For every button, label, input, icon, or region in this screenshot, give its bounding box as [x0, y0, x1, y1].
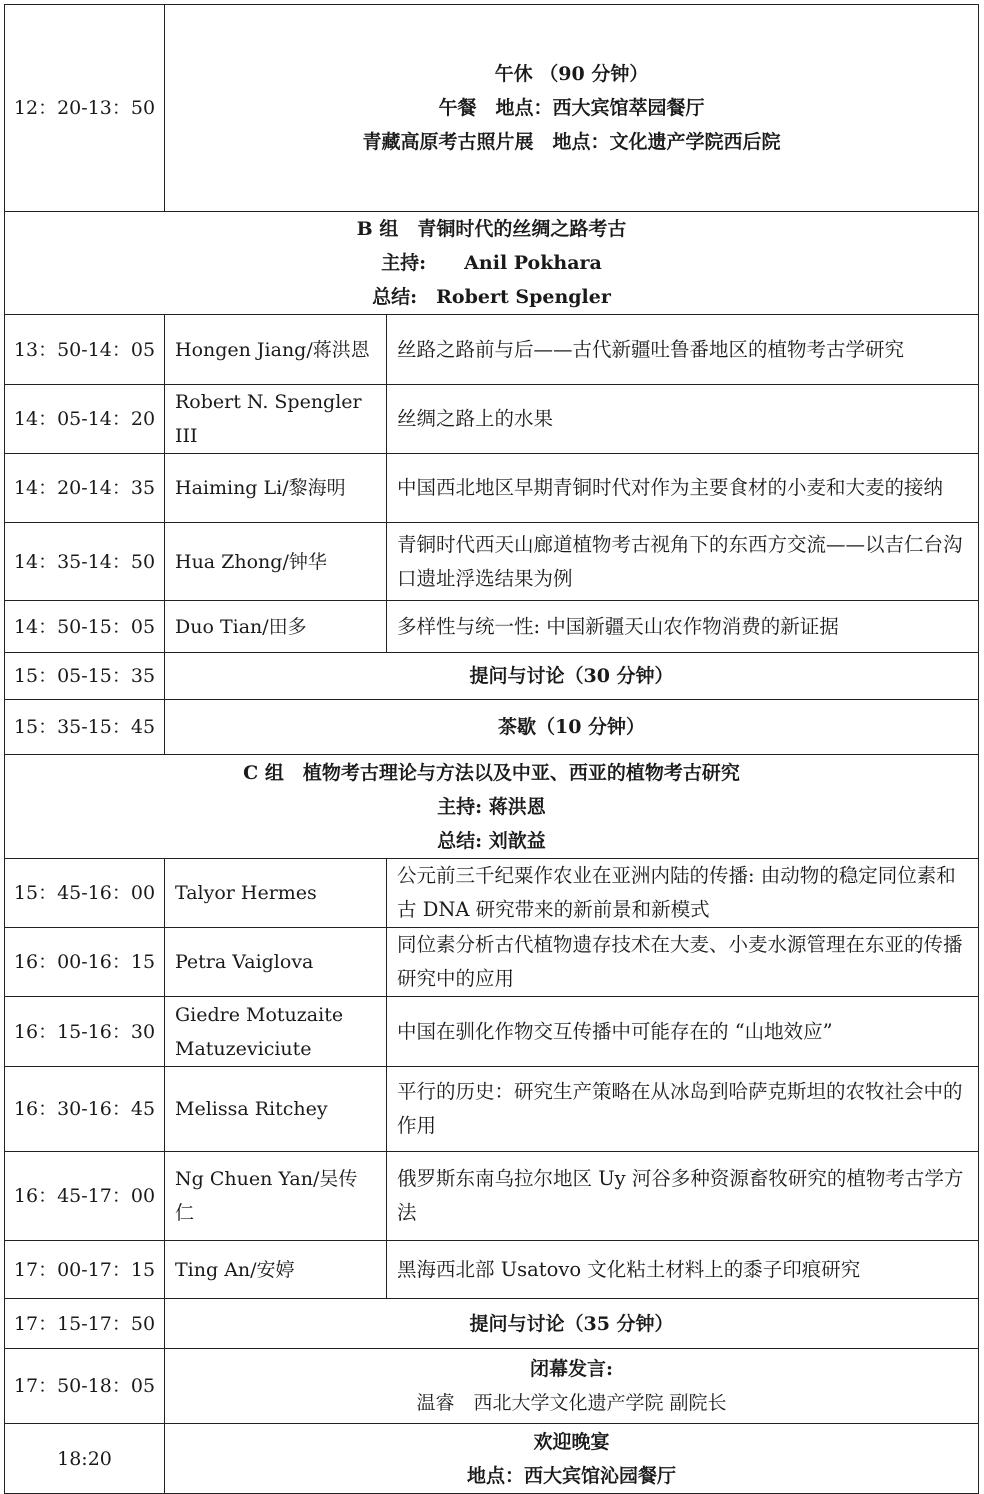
- time-cell: 16：15-16：30: [5, 997, 165, 1067]
- talk-title: 中国西北地区早期青铜时代对作为主要食材的小麦和大麦的接纳: [387, 454, 979, 523]
- speaker-cell: Giedre Motuzaite Matuzeviciute: [165, 997, 387, 1067]
- speaker-cell: Robert N. Spengler III: [165, 385, 387, 454]
- talk-row: [5, 601, 979, 653]
- lunch-row: [5, 5, 979, 212]
- time-cell: 15：35-15：45: [5, 700, 165, 755]
- time-cell: 17：00-17：15: [5, 1241, 165, 1299]
- talk-row: [5, 997, 979, 1067]
- talk-title: 同位素分析古代植物遗存技术在大麦、小麦水源管理在东亚的传播研究中的应用: [387, 928, 979, 997]
- photo-exhibition: 青藏高原考古照片展 地点：文化遗产学院西后院: [362, 131, 781, 153]
- banquet-label: 欢迎晚宴: [533, 1430, 610, 1453]
- group-b-title: B 组 青铜时代的丝绸之路考古: [356, 218, 627, 240]
- talk-title: 平行的历史：研究生产策略在从冰岛到哈萨克斯坦的农牧社会中的作用: [387, 1067, 979, 1152]
- banquet-row: [5, 1424, 979, 1494]
- time-cell: 13：50-14：05: [5, 315, 165, 385]
- group-b-summary: 总结: Robert Spengler: [372, 286, 611, 308]
- speaker-cell: Hua Zhong/钟华: [165, 523, 387, 601]
- speaker-cell: Petra Vaiglova: [165, 928, 387, 997]
- time-cell: 15：05-15：35: [5, 653, 165, 700]
- discussion-label: 提问与讨论（30 分钟）: [165, 653, 979, 700]
- talk-row: [5, 523, 979, 601]
- talk-row: [5, 315, 979, 385]
- talk-title: 多样性与统一性: 中国新疆天山农作物消费的新证据: [387, 601, 979, 653]
- group-c-header: [5, 755, 979, 859]
- speaker-cell: Melissa Ritchey: [165, 1067, 387, 1152]
- closing-label: 闭幕发言:: [529, 1358, 613, 1380]
- time-cell: 18:20: [5, 1424, 165, 1494]
- time-cell: 14：35-14：50: [5, 523, 165, 601]
- talk-title: 丝绸之路上的水果: [387, 385, 979, 454]
- group-c-header-row: [5, 755, 979, 859]
- time-cell: 14：50-15：05: [5, 601, 165, 653]
- talk-title: 黑海西北部 Usatovo 文化粘土材料上的黍子印痕研究: [387, 1241, 979, 1299]
- closing-row: [5, 1349, 979, 1424]
- talk-row: [5, 859, 979, 928]
- talk-row: [5, 385, 979, 454]
- speaker-cell: Haiming Li/黎海明: [165, 454, 387, 523]
- talk-row: [5, 1241, 979, 1299]
- closing-info: [165, 1349, 979, 1424]
- time-cell: 15：45-16：00: [5, 859, 165, 928]
- lunch-info: [165, 5, 979, 212]
- group-c-host: 主持: 蒋洪恩: [437, 795, 546, 818]
- talk-title: 公元前三千纪粟作农业在亚洲内陆的传播: 由动物的稳定同位素和古 DNA 研究带来的新前景和新模式: [387, 859, 979, 928]
- time-cell: 16：00-16：15: [5, 928, 165, 997]
- speaker-cell: Duo Tian/田多: [165, 601, 387, 653]
- schedule-table: [4, 4, 979, 1494]
- time-cell: 14：20-14：35: [5, 454, 165, 523]
- group-b-header: [5, 212, 979, 315]
- discussion-row: [5, 653, 979, 700]
- time-cell: 14：05-14：20: [5, 385, 165, 454]
- talk-title: 青铜时代西天山廊道植物考古视角下的东西方交流——以吉仁台沟口遗址浮选结果为例: [387, 523, 979, 601]
- talk-row: [5, 928, 979, 997]
- speaker-cell: Ng Chuen Yan/吴传仁: [165, 1152, 387, 1241]
- time-cell: 16：45-17：00: [5, 1152, 165, 1241]
- talk-title: 俄罗斯东南乌拉尔地区 Uy 河谷多种资源畜牧研究的植物考古学方法: [387, 1152, 979, 1241]
- speaker-cell: Ting An/安婷: [165, 1241, 387, 1299]
- time-cell: 17：15-17：50: [5, 1299, 165, 1349]
- group-b-header-row: [5, 212, 979, 315]
- group-c-summary: 总结: 刘歆益: [437, 829, 546, 852]
- tea-break-row: [5, 700, 979, 755]
- group-c-title: C 组 植物考古理论与方法以及中亚、西亚的植物考古研究: [243, 761, 740, 784]
- group-b-host: 主持: Anil Pokhara: [381, 252, 602, 274]
- talk-row: [5, 1067, 979, 1152]
- lunch-break-label: 午休 （90 分钟）: [494, 63, 649, 85]
- tea-break-label: 茶歇（10 分钟）: [165, 700, 979, 755]
- time-cell: 17：50-18：05: [5, 1349, 165, 1424]
- banquet-info: [165, 1424, 979, 1494]
- closing-speaker: 温睿 西北大学文化遗产学院 副院长: [416, 1392, 727, 1414]
- talk-title: 中国在驯化作物交互传播中可能存在的 “山地效应”: [387, 997, 979, 1067]
- lunch-location: 午餐 地点：西大宾馆萃园餐厅: [438, 97, 705, 119]
- banquet-location: 地点：西大宾馆沁园餐厅: [466, 1464, 676, 1487]
- discussion-label: 提问与讨论（35 分钟）: [165, 1299, 979, 1349]
- time-cell: 16：30-16：45: [5, 1067, 165, 1152]
- talk-title: 丝路之路前与后——古代新疆吐鲁番地区的植物考古学研究: [387, 315, 979, 385]
- speaker-cell: Talyor Hermes: [165, 859, 387, 928]
- speaker-cell: Hongen Jiang/蒋洪恩: [165, 315, 387, 385]
- discussion-row: [5, 1299, 979, 1349]
- time-cell: 12：20-13：50: [5, 5, 165, 212]
- talk-row: [5, 1152, 979, 1241]
- talk-row: [5, 454, 979, 523]
